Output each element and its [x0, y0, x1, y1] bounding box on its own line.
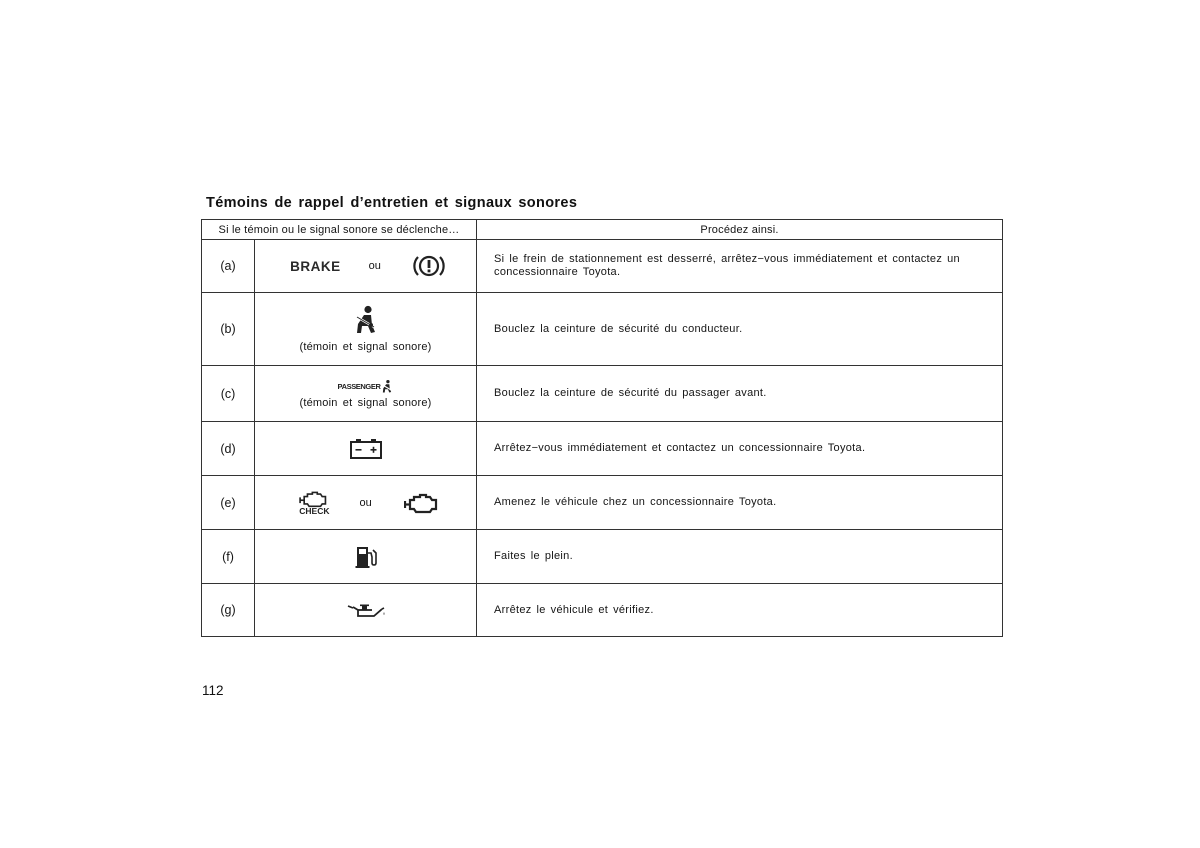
- table-row: [202, 240, 1003, 293]
- row-action: Amenez le véhicule chez un concessionnaire Toyota.: [477, 476, 1003, 530]
- sound-note: (témoin et signal sonore): [299, 341, 432, 353]
- passenger-label-icon: PASSENGER: [337, 381, 381, 391]
- row-letter: (c): [202, 366, 255, 422]
- row-icons: [255, 293, 477, 366]
- row-icons: [255, 422, 477, 476]
- warning-table: [201, 219, 1003, 637]
- row-action: Bouclez la ceinture de sécurité du passager avant.: [477, 366, 1003, 422]
- row-icons: [255, 366, 477, 422]
- row-letter: (a): [202, 240, 255, 293]
- page-number: 112: [202, 683, 224, 698]
- seatbelt-icon: [353, 305, 379, 335]
- row-action: Arrêtez le véhicule et vérifiez.: [477, 584, 1003, 637]
- row-icons: [255, 530, 477, 584]
- table-row: [202, 476, 1003, 530]
- row-letter: (e): [202, 476, 255, 530]
- connector-text: ou: [368, 260, 381, 272]
- engine-icon: [404, 492, 440, 514]
- row-icons: [255, 476, 477, 530]
- row-letter: (b): [202, 293, 255, 366]
- row-action: Faites le plein.: [477, 530, 1003, 584]
- condition-header: Si le témoin ou le signal sonore se déclenche…: [202, 220, 477, 240]
- oil-can-icon: [346, 601, 386, 619]
- table-row: [202, 422, 1003, 476]
- passenger-seatbelt-icon: [381, 379, 393, 394]
- row-letter: (d): [202, 422, 255, 476]
- row-letter: (g): [202, 584, 255, 637]
- check-label: CHECK: [299, 505, 330, 516]
- fuel-pump-icon: [354, 545, 378, 569]
- sound-note: (témoin et signal sonore): [299, 396, 432, 409]
- action-header: Procédez ainsi.: [477, 220, 1003, 240]
- battery-icon: [349, 438, 383, 460]
- parking-brake-icon: [411, 253, 447, 279]
- table-row: [202, 584, 1003, 637]
- connector-text: ou: [359, 496, 372, 509]
- page-title: Témoins de rappel d’entretien et signaux sonores: [206, 195, 578, 211]
- table-row: [202, 366, 1003, 422]
- table-row: [202, 530, 1003, 584]
- row-action: Arrêtez−vous immédiatement et contactez un concessionnaire Toyota.: [477, 422, 1003, 476]
- table-row: [202, 293, 1003, 366]
- table-header-row: [202, 220, 1003, 240]
- row-action: Si le frein de stationnement est desserré, arrêtez−vous immédiatement et contactez un concessionnaire Toyota.: [477, 240, 1003, 293]
- brake-text-icon: BRAKE: [290, 258, 341, 274]
- row-icons: [255, 240, 477, 293]
- row-icons: [255, 584, 477, 637]
- row-action: Bouclez la ceinture de sécurité du conducteur.: [477, 293, 1003, 366]
- check-engine-icon: [299, 490, 329, 516]
- row-letter: (f): [202, 530, 255, 584]
